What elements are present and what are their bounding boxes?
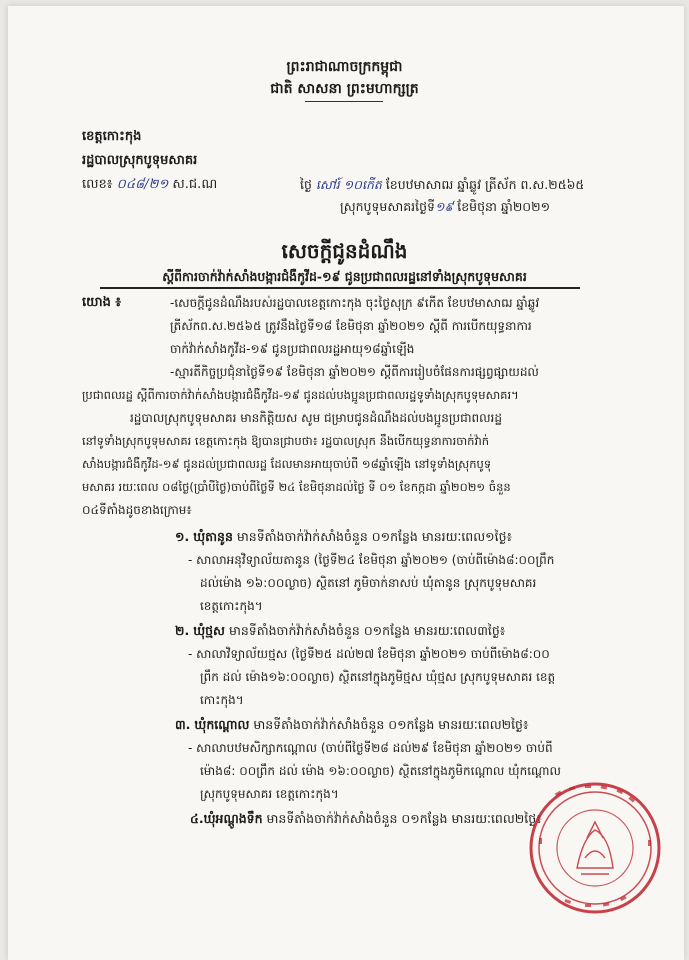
motto-divider	[305, 101, 383, 102]
site-number: ១.	[175, 529, 190, 544]
official-seal-stamp	[525, 778, 665, 918]
reference-handwritten-number: ០៤៨/២១	[116, 177, 169, 192]
solar-date-handwritten-day: ១៩	[434, 199, 454, 214]
body-line: -ស្មារតីកិច្ចប្រជុំនាថ្ងៃទី១៩ ខែមិថុនា ឆ្នាំ២០២១ ស្តីពីការរៀបចំផែនការផ្សព្វផ្សាយដល់	[170, 365, 539, 379]
handwritten-day: សៅរ៍ ១០កើត	[315, 177, 382, 192]
reference-number	[82, 176, 217, 194]
site-number: ២.	[175, 623, 190, 638]
body-line: ចាក់វ៉ាក់សាំងកូវីដ-១៩ ជូនប្រជាពលរដ្ឋអាយុ១៨ឆ្នាំឡើង	[170, 342, 415, 356]
reference-label: លេខ៖	[82, 177, 113, 192]
body-line: មសាគរ រយៈពេល ០៨ថ្ងៃ(ប្រាំបីថ្ងៃ)ចាប់ពីថ្ងៃទី ២៤ ខែមិថុនាដល់ថ្ងៃ ទី ០១ ខែកក្កដា ឆ្នាំ២០២១ ចំនួន	[82, 480, 511, 494]
body-line: ០៤ទីតាំងដូចខាងក្រោម៖	[82, 503, 192, 517]
site-detail: កោះកុង។	[200, 693, 244, 707]
site-detail: ម៉ោង៨: ០០ព្រឹក ដល់ ម៉ោង ១៦:០០ល្ងាច) ស្ថិតនៅក្នុងភូមិកណ្តោល ឃុំកណ្តោល	[200, 764, 561, 778]
solar-date-rest: ខែមិថុនា ឆ្នាំ២០២១	[457, 199, 551, 214]
site-description: មានទីតាំងចាក់វ៉ាក់សាំងចំនួន ០១កន្លែង មានរយៈពេល២ថ្ងៃ៖	[266, 811, 542, 826]
site-heading	[175, 528, 512, 546]
subject-underline	[100, 287, 580, 289]
site-detail: ដល់ម៉ោង ១៦:០០ល្ងាច) ស្ថិតនៅ ភូមិចាក់នាសប់ ឃុំតានូន ស្រុកបូទុមសាគរ	[200, 576, 537, 590]
site-detail: ព្រឹក ដល់ ម៉ោង១៦:០០ល្ងាច) ស្ថិតនៅក្នុងភូមិថ្មស ឃុំថ្មស ស្រុកបូទុមសាគរ ខេត្ត	[200, 670, 556, 684]
body-line: រដ្ឋបាលស្រុកបូទុមសាគរ មានកិត្តិយស សូម ជម្រាបជូនដំណឹងដល់បងប្អូនប្រជាពលរដ្ឋ	[130, 411, 502, 425]
issuer-district-admin: រដ្ឋបាលស្រុកបូទុមសាគរ	[82, 153, 198, 168]
body-line: -សេចក្តីជូនដំណឹងរបស់រដ្ឋបាលខេត្តកោះកុង ចុះថ្ងៃសុក្រ ៩កើត ខែបឋមាសាឍ ឆ្នាំឆ្លូវ	[170, 296, 540, 310]
document-subject: ស្តីពីការចាក់វ៉ាក់សាំងបង្ការជំងឺកូវីដ-១៩ ជូនប្រជាពលរដ្ឋនៅទាំងស្រុកបូទុមសាគរ	[162, 269, 527, 284]
lunar-date-rest: ខែបឋមាសាឍ ឆ្នាំឆ្លូវ ត្រីស័ក ព.ស.២៥៦៥	[385, 177, 585, 192]
site-description: មានទីតាំងចាក់វ៉ាក់សាំងចំនួន ០១កន្លែង មានរយៈពេល៣ថ្ងៃ៖	[228, 623, 506, 638]
site-heading	[175, 622, 505, 640]
site-number: ៣.	[175, 717, 191, 732]
date-prefix: ថ្ងៃ	[300, 177, 312, 192]
site-detail: ស្រុកបូទុមសាគរ ខេត្តកោះកុង។	[200, 787, 339, 801]
lunar-date	[300, 176, 584, 194]
issuer-province: ខេត្តកោះកុង	[82, 129, 142, 144]
site-description: មានទីតាំងចាក់វ៉ាក់សាំងចំនួន ០១កន្លែង មានរយៈពេល១ថ្ងៃ៖	[236, 529, 513, 544]
site-commune-name: ឃុំតានូន	[193, 529, 233, 544]
national-motto: ជាតិ សាសនា ព្រះមហាក្សត្រ	[270, 81, 419, 97]
body-line: សាំងបង្ការជំងឺកូវីដ-១៩ ជូនដល់ប្រជាពលរដ្ឋ ដែលមានអាយុចាប់ពី ១៨ឆ្នាំឡើង នៅទូទាំងស្រុកបូទុ	[82, 457, 492, 471]
site-detail: - សាលាអនុវិទ្យាល័យតានូន (ថ្ងៃទី២៤ ខែមិថុនា ឆ្នាំ២០២១ (ចាប់ពីម៉ោង៨:០០ព្រឹក	[188, 553, 555, 567]
solar-date-prefix: ស្រុកបូទុមសាគរថ្ងៃទី	[340, 199, 435, 214]
solar-date	[340, 198, 550, 216]
site-detail: ខេត្តកោះកុង។	[200, 599, 263, 613]
body-line: ត្រីស័កព.ស.២៥៦៥ ត្រូវនឹងថ្ងៃទី១៨ ខែមិថុនា ឆ្នាំ២០២១ ស្តីពី ការបើកយុទ្ធនាការ	[170, 319, 532, 333]
site-commune-name: ឃុំអណ្តូងទឹក	[203, 811, 263, 826]
document-title: សេចក្តីជូនដំណឹង	[281, 239, 408, 263]
kingdom-heading: ព្រះរាជាណាចក្រកម្ពុជា	[286, 59, 403, 75]
site-commune-name: ឃុំថ្មស	[193, 623, 225, 638]
site-number: ៤.	[190, 811, 204, 826]
site-commune-name: ឃុំកណ្តោល	[194, 717, 250, 732]
site-heading	[175, 716, 528, 734]
site-detail: - សាលាវិទ្យាល័យថ្មស (ថ្ងៃទី២៥ ដល់២៧ ខែមិថុនា ឆ្នាំ២០២១ ចាប់ពីម៉ោង៨:០០	[188, 647, 550, 661]
body-line: ប្រជាពលរដ្ឋ ស្តីពីការចាក់វ៉ាក់សាំងបង្ការជំងឺកូវីដ-១៩ ជូនដល់បងប្អូនប្រជាពលរដ្ឋទូទាំងស្រុកបូទុមសាគរ។	[82, 388, 519, 402]
site-description: មានទីតាំងចាក់វ៉ាក់សាំងចំនួន ០១កន្លែង មានរយៈពេល២ថ្ងៃ៖	[253, 717, 529, 732]
body-line: នៅទូទាំងស្រុកបូទុមសាគរ ខេត្តកោះកុង ឱ្យបានជ្រាបថា៖ រដ្ឋបាលស្រុក នឹងបើកយុទ្ធនាការចាក់វ៉ាក់	[82, 434, 490, 448]
reference-suffix: ស.ជ.ណ	[172, 177, 218, 192]
site-detail: - សាលាបឋមសិក្សាកណ្តោល (ចាប់ពីថ្ងៃទី២៨ ដល់២៩ ខែមិថុនា ឆ្នាំ២០២១ ចាប់ពី	[188, 741, 553, 755]
body-reference-label: យោង ៖	[82, 295, 122, 310]
site-heading	[190, 810, 542, 828]
